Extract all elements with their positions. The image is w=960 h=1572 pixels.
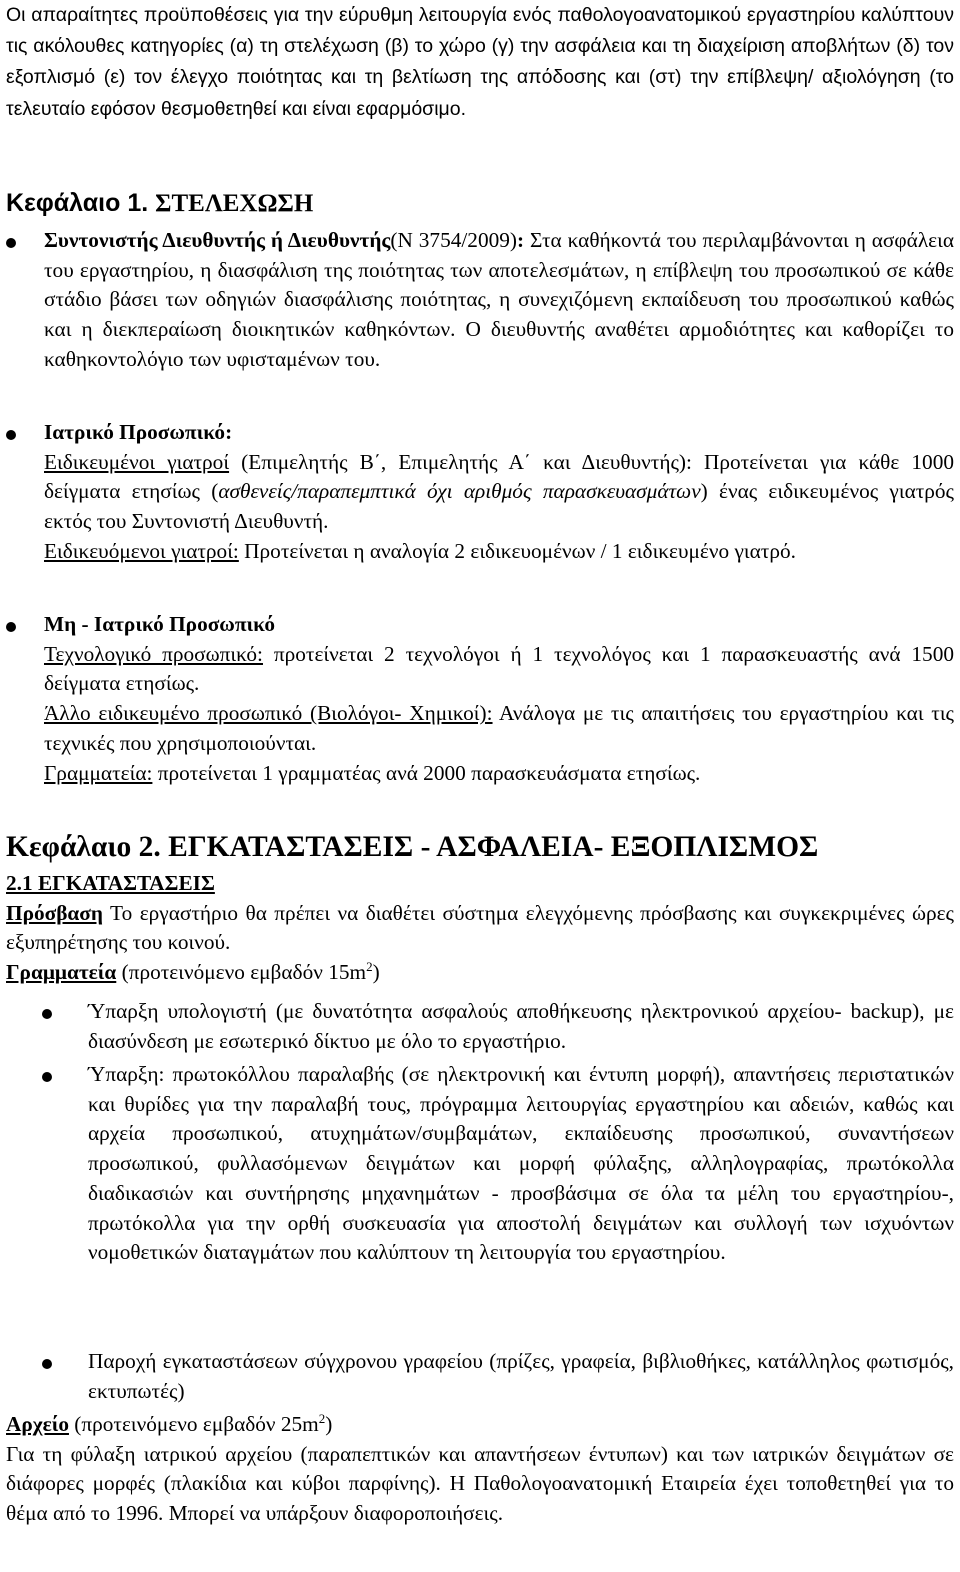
secretariat-area-close: ) (372, 960, 380, 985)
chapter-1-number: 1. (127, 189, 149, 217)
nonmedical-paragraph (44, 610, 954, 788)
archive-area-close: ) (325, 1412, 333, 1436)
secretariat-area-text: (προτεινόμενο εμβαδόν 15m (116, 960, 367, 985)
intro-paragraph (6, 0, 954, 125)
chapter-1-heading (6, 186, 313, 221)
secretariat-item-text: Ύπαρξη υπολογιστή (με δυνατότητα ασφαλούς αποθήκευσης ηλεκτρονικού αρχείου- backup), με διασύνδεση με εσωτερικό δίκτυο με όλο το εργαστήριο. (88, 999, 954, 1053)
facilities-section (6, 869, 954, 988)
bullet-icon (42, 1009, 52, 1019)
chapter-1-label: Κεφάλαιο (6, 189, 121, 217)
tech-label: Τεχνολογικό προσωπικό: (44, 641, 263, 666)
other-staff-label: Άλλο ειδικευμένο προσωπικό (Βιολόγοι- Χημικοί): (44, 701, 493, 726)
other-staff-text: Ανάλογα με τις απαιτήσεις του εργαστηρίου και τις τεχνικές που χρησιμοποιούνται. (44, 701, 954, 755)
specialists-label: Ειδικευμένοι γιατροί (44, 449, 230, 474)
secretariat-area-sup: 2 (366, 959, 373, 975)
bullet-icon (6, 430, 16, 440)
bullet-icon (42, 1072, 52, 1082)
secretary-text: προτείνεται 1 γραμματέας ανά 2000 παρασκευάσματα ετησίως. (152, 760, 701, 785)
secretariat-label: Γραμματεία (6, 960, 117, 985)
archive-area-sup: 2 (318, 1411, 326, 1426)
director-label: Συντονιστής Διευθυντής ή Διευθυντής (44, 228, 391, 252)
director-paragraph (44, 226, 954, 375)
bullet-icon (6, 622, 16, 632)
director-law: (Ν 3754/2009) (390, 228, 517, 252)
access-label: Πρόσβαση (6, 900, 103, 925)
director-text: Στα καθήκοντά του περιλαμβάνονται η ασφάλεια του εργαστηρίου, η διασφάλιση της ποιότητας των αποτελεσμάτων, η επίβλεψη του προσωπικού σε κάθε στάδιο βάσει των οδηγιών διασφάλισης ποιότητας, η συνεχιζόμενη εκπαίδευση του προσωπικού καθώς και η διεκπεραίωση διοικητικών καθηκόντων. Ο διευθυντής αναθέτει αρμοδιότητες και καθορίζει το καθηκοντολόγιο των υφισταμένων του. (44, 228, 954, 371)
chapter-1-title: ΣΤΕΛΕΧΩΣΗ (155, 190, 314, 217)
access-text: Το εργαστήριο θα πρέπει να διαθέτει σύστημα ελεγχόμενης πρόσβασης και συγκεκριμένες ώρες εξυπηρέτησης του κοινού. (6, 900, 954, 955)
director-colon: : (516, 228, 525, 252)
archive-area-text: (προτεινόμενο εμβαδόν 25m (68, 1412, 319, 1436)
tech-text: προτείνεται 2 τεχνολόγοι ή 1 τεχνολόγος και 1 παρασκευαστής ανά 1500 δείγματα ετησίως. (44, 641, 954, 696)
archive-label: Αρχείο (6, 1412, 69, 1436)
archive-section (6, 1410, 954, 1529)
residents-label: Ειδικευόμενοι γιατροί: (44, 538, 239, 563)
archive-body: Για τη φύλαξη ιατρικού αρχείου (παραπεπτικών και απαντήσεων έντυπων) και των ιατρικών δειγμάτων σε διάφορες μορφές (πλακίδια και κύβοι παρφίνης). Η Παθολογοανατομική Εταιρεία έχει τοποθετηθεί για το θέμα από το 1996. Μπορεί να υπάρξουν διαφοροποιήσεις. (6, 1441, 954, 1526)
secretariat-item-text: Ύπαρξη: πρωτοκόλλου παραλαβής (σε ηλεκτρονική και έντυπη μορφή), απαντήσεις περιστατικών και θυρίδες για την παραλαβή τους, πρόγραμμα λειτουργίας εργαστηρίου και αδειών, καθώς και αρχεία προσωπικού, ατυχημάτων/συμβαμάτων, εκπαίδευσης προσωπικού, συναντήσεων προσωπικού, φυλλασόμενων δειγμάτων και μορφή φύλαξης, αλληλογραφίας, πρωτόκολλα διαδικασιών και συντήρησης μηχανημάτων - προσβάσιμα σε όλα τα μέλη του εργαστηρίου-, πρωτόκολλα για την ορθή συσκευασία για αποστολή δειγμάτων και συλλογή των ισχυόντων νομοθετικών διαταγμάτων που καλύπτουν τη λειτουργία του εργαστηρίου. (88, 1062, 954, 1265)
bullet-icon (6, 238, 16, 248)
intro-text: Οι απαραίτητες προϋποθέσεις για την εύρυθμη λειτουργία ενός παθολογοανατομικού εργαστηρίου καλύπτουν τις ακόλουθες κατηγορίες (α) τη στελέχωση (β) το χώρο (γ) την ασφάλεια και τη διαχείριση αποβλήτων (δ) τον εξοπλισμό (ε) τον έλεγχο ποιότητας και τη βελτίωση της απόδοσης και (στ) την επίβλεψη/ αξιολόγηση (το τελευταίο εφόσον θεσμοθετηθεί και είναι εφαρμόσιμο. (6, 4, 954, 120)
specialists-text: (Επιμελητής Β΄, Επιμελητής Α΄ και Διευθυντής): Προτείνεται για κάθε 1000 δείγματα ετησίως ( (44, 449, 954, 504)
chapter-2-title: Κεφάλαιο 2. ΕΓΚΑΤΑΣΤΑΣΕΙΣ - ΑΣΦΑΛΕΙΑ- ΕΞΟΠΛΙΣΜΟΣ (6, 831, 819, 863)
secretary-label: Γραμματεία: (44, 760, 153, 785)
medical-paragraph (44, 418, 954, 567)
medical-heading: Ιατρικό Προσωπικό: (44, 420, 233, 444)
bullet-icon (42, 1359, 52, 1369)
specialists-italic: ασθενείς/παραπεμπτικά όχι αριθμός παρασκευασμάτων (218, 479, 701, 504)
specialists-tail: ) ένας ειδικευμένος γιατρός εκτός του Συντονιστή Διευθυντή. (44, 479, 954, 534)
chapter-2-heading (6, 827, 818, 867)
section-2-1-heading: 2.1 ΕΓΚΑΤΑΣΤΑΣΕΙΣ (6, 871, 215, 895)
residents-text: Προτείνεται η αναλογία 2 ειδικευομένων / 1 ειδικευμένο γιατρό. (238, 538, 796, 563)
secretariat-item-text: Παροχή εγκαταστάσεων σύγχρονου γραφείου (πρίζες, γραφεία, βιβλιοθήκες, κατάλληλος φωτισμός, εκτυπωτές) (88, 1349, 954, 1403)
nonmedical-heading: Μη - Ιατρικό Προσωπικό (44, 612, 276, 636)
